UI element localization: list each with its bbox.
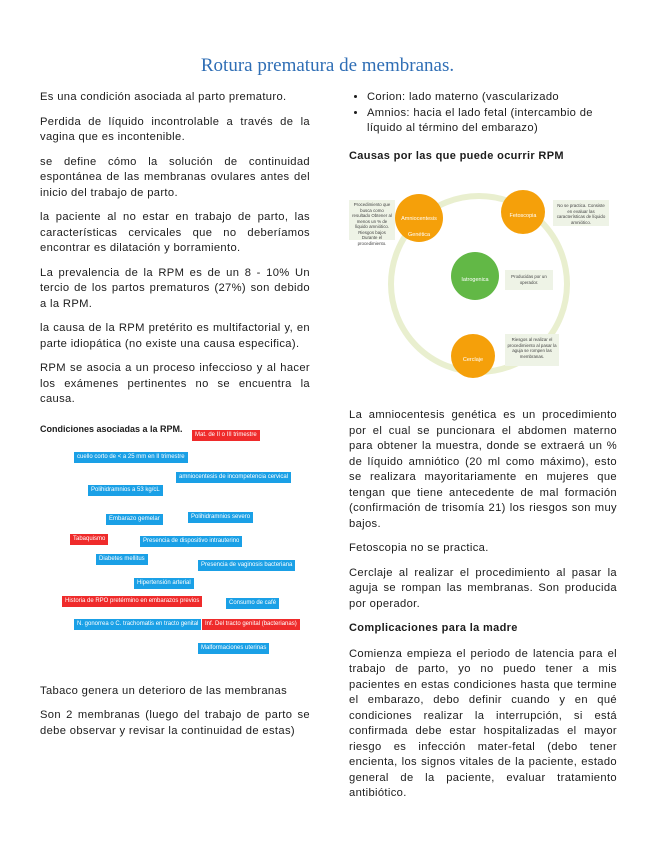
causes-diagram bbox=[345, 174, 613, 394]
paragraph: Comienza empieza el periodo de latencia para el trabajo de parto, yo no puedo tener a mis pacientes en estas condiciones hasta que termine el embarazo, debo definir cuando y en qué condiciones realizar la interrupción, si está confirmada debe estar hospitalizadas el mayor riesgo es infección mater-fetal (debo tener encienta, los signos vitales de la paciente, estado general de la paciente, evaluar tratamiento antibiótico. bbox=[349, 647, 617, 799]
paragraph: la paciente al no estar en trabajo de parto, las características cervicales que no deberíamos encontrar es dilatación y borramiento. bbox=[40, 211, 310, 254]
paragraph: RPM se asocia a un proceso infeccioso y al hacer los exámenes pertinentes no se encuentra la causa. bbox=[40, 362, 310, 405]
condition-tag: Historia de RPO pretérmino en embarazos previos bbox=[62, 596, 202, 607]
condition-tag: Mat. de II o III trimestre bbox=[192, 430, 260, 441]
conditions-title: Condiciones asociadas a la RPM. bbox=[40, 423, 183, 434]
node-iatro-label: Iatrogenica bbox=[461, 277, 489, 283]
condition-tag: Diabetes mellitus bbox=[96, 554, 148, 565]
membrane-list bbox=[349, 90, 617, 137]
paragraph: Cerclaje al realizar el procedimiento al pasar la aguja se rompan las membranas. Son producida por operador. bbox=[349, 566, 617, 610]
paragraph: Fetoscopia no se practica. bbox=[349, 542, 489, 554]
note-feto: No se practica. Consiste en evaluar las características de líquido amniótico. bbox=[556, 203, 606, 225]
condition-tag: Tabaquismo bbox=[70, 534, 108, 545]
condition-tag: Malformaciones uterinas bbox=[198, 643, 269, 654]
paragraph: se define cómo la solución de continuidad espontánea de las membranas ovulares antes del inicio del trabajo de parto. bbox=[40, 155, 310, 199]
paragraph: Es una condición asociada al parto prematuro. bbox=[40, 91, 287, 103]
node-feto-label: Fetoscopia bbox=[509, 213, 537, 219]
condition-tag: N. gonorrea o C. trachomatis en tracto genital bbox=[74, 619, 201, 630]
condition-tag: Embarazo gemelar bbox=[106, 514, 163, 525]
condition-tag: Inf. Del tracto genital (bacterianas) bbox=[202, 619, 300, 630]
condition-tag: Polihidramnios severo bbox=[188, 512, 253, 523]
condition-tag: Presencia de dispositivo intrauterino bbox=[140, 536, 242, 547]
condition-tag: amniocentesis de incompetencia cervical bbox=[176, 472, 291, 483]
paragraph: La prevalencia de la RPM es de un 8 - 10% Un tercio de los partos prematuros (27%) son debido a la RPM. bbox=[40, 266, 310, 310]
section-heading: Causas por las que puede ocurrir RPM bbox=[349, 149, 564, 162]
paragraph: la causa de la RPM pretérito es multifactorial y, en parte idiopática (no existe una causa especifica). bbox=[40, 322, 310, 350]
left-column bbox=[40, 90, 310, 748]
condition-tag: Presencia de vaginosis bacteriana bbox=[198, 560, 295, 571]
page-title: Rotura prematura de membranas. bbox=[200, 55, 455, 76]
paragraph: Perdida de líquido incontrolable a través de la vagina que es incontenible. bbox=[40, 115, 310, 143]
note-cerclaje: Riesgos al realizar el procedimiento al pasar la aguja se rompen las membranas. bbox=[507, 337, 557, 359]
condition-tag: cuello corto de < a 25 mm en II trimestre bbox=[74, 452, 188, 463]
paragraph: Tabaco genera un deterioro de las membranas bbox=[40, 684, 288, 697]
conditions-figure bbox=[40, 422, 310, 672]
note-iatro: Producidas por un operador. bbox=[511, 274, 547, 285]
condition-tag: Polihidramnios a 53 kg/cL bbox=[88, 485, 163, 496]
node-cerclaje-label: Cerclaje bbox=[462, 357, 484, 363]
node-amnio-label: Amniocentesis Genética bbox=[401, 216, 437, 238]
section-heading: Complicaciones para la madre bbox=[349, 622, 518, 634]
paragraph: Son 2 membranas (luego del trabajo de parto se debe observar y revisar la continuidad de estas) bbox=[40, 709, 310, 737]
list-item: • Amnios: hacia el lado fetal (intercambio de líquido al término del embarazo) bbox=[367, 106, 617, 137]
condition-tag: Consumo de café bbox=[226, 598, 279, 609]
list-item: • Corion: lado materno (vascularizado bbox=[367, 90, 617, 106]
condition-tag: Hipertensión arterial bbox=[134, 578, 194, 589]
right-column bbox=[349, 90, 617, 811]
note-amnio: Procedimiento que busca como resultado Obtener al menos un % de líquido amniótico. Riesgos bajos Durante el procedimiento. bbox=[352, 202, 392, 246]
paragraph: La amniocentesis genética es un procedimiento por el cual se puncionara el abdomen materno para obtener la muestra, donde se extraerá un % de líquido amniótico (20 ml como máximo), esto se realizara mayoritariamente en mujeres que tengan que tiene antecedente de mal formación (confirmación de trisomía 21) los riesgos son muy bajos. bbox=[349, 409, 617, 530]
